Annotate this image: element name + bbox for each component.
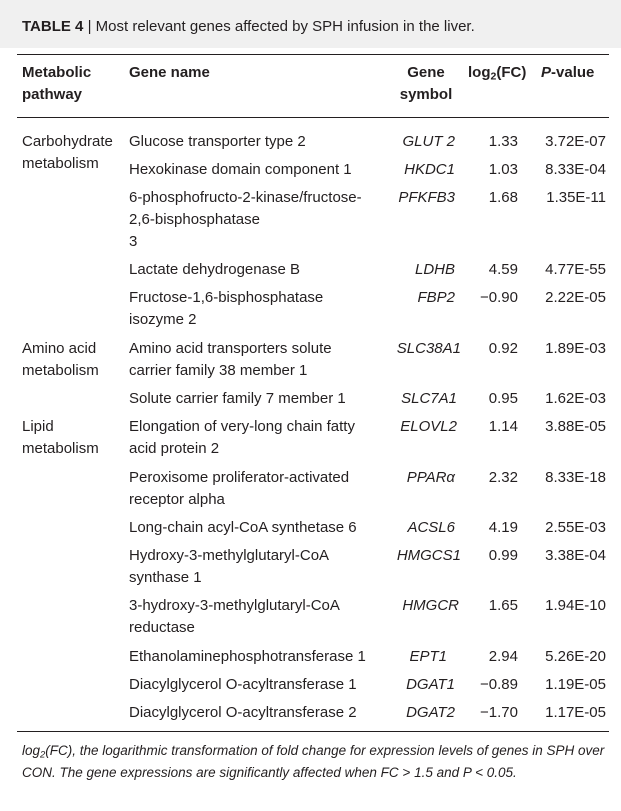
header-fc-prefix: log — [468, 64, 491, 81]
gene-name-line: Long-chain acyl-CoA synthetase 6 — [129, 519, 357, 536]
p-value: 2.22E-05 — [545, 289, 606, 306]
gene-name-line: Hexokinase domain component 1 — [129, 161, 352, 178]
gene-name-line: Peroxisome proliferator-activated — [129, 469, 350, 486]
gene-name-line: 2,6-bisphosphatase — [129, 211, 260, 228]
gene-name — [129, 416, 355, 460]
gene-name-line: Elongation of very-long chain fatty — [129, 418, 355, 435]
gene-name — [129, 467, 349, 511]
gene-name-line: synthase 1 — [129, 569, 202, 586]
pathway-label-line: Carbohydrate — [22, 133, 113, 150]
gene-name — [129, 595, 340, 639]
pathway-label-line: metabolism — [22, 440, 99, 457]
pathway-label-line: metabolism — [22, 362, 99, 379]
gene-name-line: receptor alpha — [129, 491, 225, 508]
gene-symbol: DGAT1 — [406, 676, 455, 693]
gene-symbol: PPARα — [406, 469, 455, 486]
gene-name-line: carrier family 38 member 1 — [129, 362, 308, 379]
pathway-label-line: metabolism — [22, 155, 99, 172]
p-value: 3.88E-05 — [545, 418, 606, 435]
gene-name-line: Fructose-1,6-bisphosphatase — [129, 289, 324, 306]
gene-symbol: SLC38A1 — [396, 340, 461, 357]
log2fc-value: 4.19 — [488, 519, 518, 536]
log2fc-value: −1.70 — [480, 704, 518, 721]
footnote-text: (FC), the logarithmic transformation of fold change for expression levels of genes in SPH over CON. The gene expressions are significantly affected when FC > 1.5 and P < 0.05. — [22, 743, 605, 780]
header-fc-suffix: (FC) — [496, 64, 527, 81]
gene-name — [129, 517, 357, 539]
p-value: 1.17E-05 — [545, 704, 606, 721]
caption-separator: | — [87, 18, 92, 35]
p-value: 1.62E-03 — [545, 390, 606, 407]
gene-symbol: DGAT2 — [406, 704, 455, 721]
log2fc-value: 2.94 — [488, 648, 518, 665]
header-log2fc — [468, 62, 526, 84]
header-p-rest: -value — [551, 64, 595, 81]
p-value: 3.38E-04 — [545, 547, 606, 564]
gene-symbol: SLC7A1 — [401, 390, 457, 407]
gene-symbol: PFKFB3 — [398, 189, 455, 206]
gene-name — [129, 674, 357, 696]
log2fc-value: 1.65 — [488, 597, 518, 614]
header-p-italic: P — [541, 64, 552, 81]
gene-name-line: isozyme 2 — [129, 311, 197, 328]
pathway-label-line: Lipid — [22, 418, 54, 435]
gene-name-line: Glucose transporter type 2 — [129, 133, 306, 150]
gene-name — [129, 388, 346, 410]
gene-symbol: HMGCR — [402, 597, 459, 614]
pathway-carbohydrate — [22, 131, 113, 175]
header-pathway-line2: pathway — [22, 86, 83, 103]
header-fc-sub: 2 — [490, 70, 497, 83]
gene-name — [129, 131, 306, 153]
log2fc-value: 1.33 — [488, 133, 518, 150]
gene-symbol: EPT1 — [409, 648, 447, 665]
gene-symbol: FBP2 — [417, 289, 455, 306]
log2fc-value: 4.59 — [488, 261, 518, 278]
header-pathway-line1: Metabolic — [22, 64, 92, 81]
gene-symbol: HMGCS1 — [396, 547, 461, 564]
header-pvalue — [541, 62, 594, 84]
gene-symbol: GLUT 2 — [402, 133, 455, 150]
header-gene-name: Gene name — [129, 64, 210, 81]
gene-name-line: acid protein 2 — [129, 440, 220, 457]
gene-name-line: Solute carrier family 7 member 1 — [129, 390, 346, 407]
gene-symbol: ELOVL2 — [400, 418, 457, 435]
p-value: 5.26E-20 — [545, 648, 606, 665]
gene-name — [129, 287, 323, 331]
gene-name-line: Diacylglycerol O-acyltransferase 2 — [129, 704, 357, 721]
caption-text: Most relevant genes affected by SPH infusion in the liver. — [95, 18, 475, 35]
header-pathway — [22, 62, 91, 106]
log2fc-value: 1.03 — [488, 161, 518, 178]
p-value: 8.33E-04 — [545, 161, 606, 178]
gene-name — [129, 338, 332, 382]
p-value: 1.94E-10 — [545, 597, 606, 614]
gene-name-line: Hydroxy-3-methylglutaryl-CoA — [129, 547, 330, 564]
log2fc-value: 0.95 — [488, 390, 518, 407]
bottom-rule — [17, 731, 609, 732]
gene-name-line: Lactate dehydrogenase B — [129, 261, 300, 278]
gene-name — [129, 259, 300, 281]
header-rule — [17, 117, 609, 118]
header-symbol-line2: symbol — [399, 86, 453, 103]
p-value: 8.33E-18 — [545, 469, 606, 486]
header-symbol-line1: Gene — [407, 64, 445, 81]
gene-symbol: LDHB — [414, 261, 455, 278]
log2fc-value: −0.89 — [480, 676, 518, 693]
log2fc-value: 0.92 — [488, 340, 518, 357]
log2fc-value: 1.14 — [488, 418, 518, 435]
table-caption — [22, 18, 475, 35]
gene-name — [129, 646, 366, 668]
gene-name — [129, 187, 362, 253]
gene-name — [129, 159, 352, 181]
gene-symbol: HKDC1 — [404, 161, 455, 178]
footnote-fc-prefix: log — [22, 743, 41, 758]
log2fc-value: −0.90 — [480, 289, 518, 306]
gene-name-line: Diacylglycerol O-acyltransferase 1 — [129, 676, 357, 693]
header-gene-symbol — [385, 62, 467, 106]
gene-name-line: 3 — [129, 233, 138, 250]
p-value: 2.55E-03 — [545, 519, 606, 536]
gene-name-line: Amino acid transporters solute — [129, 340, 332, 357]
log2fc-value: 2.32 — [488, 469, 518, 486]
footnote-fc-sub: 2 — [40, 749, 46, 761]
pathway-label-line: Amino acid — [22, 340, 97, 357]
gene-name-line: 6-phosphofructo-2-kinase/fructose- — [129, 189, 362, 206]
table-footnote — [22, 740, 607, 784]
pathway-amino-acid — [22, 338, 99, 382]
top-rule — [17, 54, 609, 55]
pathway-lipid — [22, 416, 99, 460]
log2fc-value: 0.99 — [488, 547, 518, 564]
p-value: 4.77E-55 — [545, 261, 606, 278]
gene-symbol: ACSL6 — [407, 519, 455, 536]
p-value: 1.19E-05 — [545, 676, 606, 693]
p-value: 3.72E-07 — [545, 133, 606, 150]
log2fc-value: 1.68 — [488, 189, 518, 206]
caption-bar — [0, 0, 621, 48]
gene-name-line: reductase — [129, 619, 195, 636]
caption-label: TABLE 4 — [22, 18, 84, 35]
p-value: 1.35E-11 — [546, 189, 606, 206]
gene-name — [129, 545, 329, 589]
gene-name-line: Ethanolaminephosphotransferase 1 — [129, 648, 366, 665]
gene-name — [129, 702, 357, 724]
p-value: 1.89E-03 — [545, 340, 606, 357]
gene-name-line: 3-hydroxy-3-methylglutaryl-CoA — [129, 597, 340, 614]
